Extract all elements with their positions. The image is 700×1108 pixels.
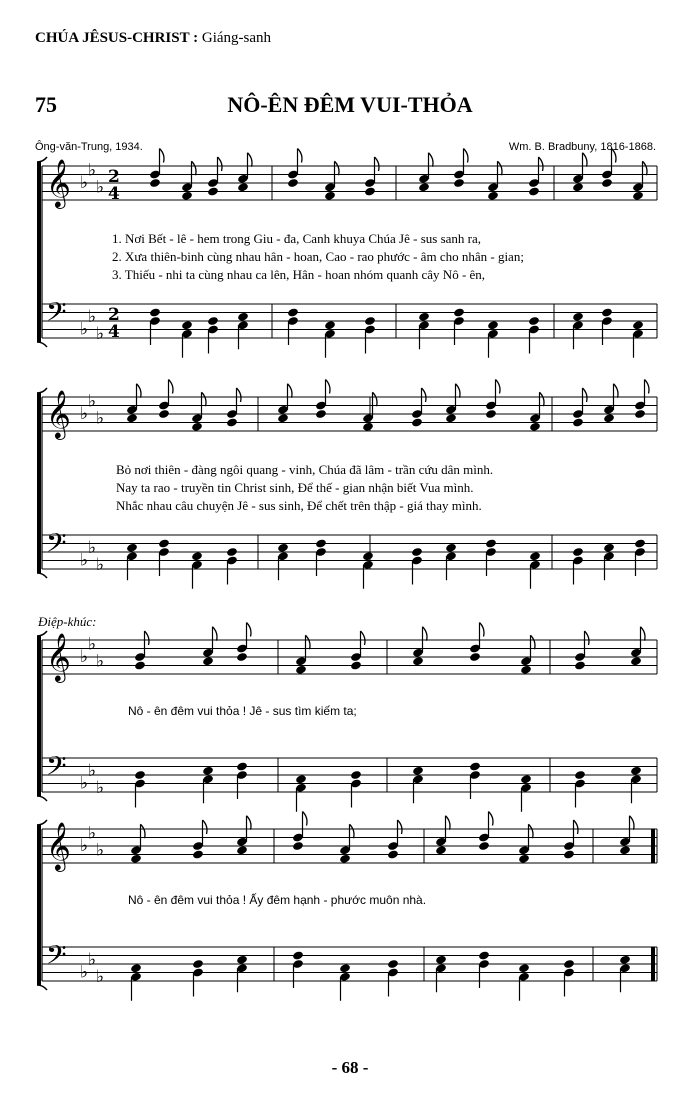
note-head	[619, 845, 631, 855]
note-head	[350, 770, 362, 780]
flat-sign: ♭	[80, 404, 89, 424]
note-flag	[585, 631, 590, 645]
flat-sign: ♭	[80, 550, 89, 571]
note-head	[277, 543, 289, 553]
note-head	[134, 770, 146, 780]
note-head	[192, 959, 204, 969]
note-flag	[335, 161, 340, 175]
note-head	[191, 422, 203, 432]
note-flag	[169, 380, 174, 394]
note-head	[277, 413, 289, 423]
note-flag	[398, 820, 403, 834]
note-flag	[375, 157, 380, 171]
note-head	[134, 660, 146, 670]
note-head	[529, 551, 541, 561]
lyricist-credit: Ông-văn-Trung, 1934.	[35, 141, 143, 153]
note-head	[315, 409, 327, 419]
flat-sign: ♭	[80, 773, 89, 794]
note-head	[236, 845, 248, 855]
refrain-lyric-2: Nô - ên đêm vui thỏa ! Ấy đêm hạnh - phước muôn nhà.	[128, 893, 427, 907]
note-head	[207, 316, 219, 326]
note-head	[435, 845, 447, 855]
note-head	[572, 547, 584, 557]
note-head	[181, 191, 193, 201]
hymn-title: NÔ-ÊN ĐÊM VUI-THỎA	[227, 92, 473, 117]
note-flag	[464, 149, 469, 163]
flat-sign: ♭	[96, 408, 105, 429]
bracket-hook-bottom	[37, 985, 47, 990]
flat-sign: ♭	[88, 634, 97, 655]
note-head	[191, 551, 203, 561]
note-head	[237, 312, 249, 322]
book-title: CHÚA JÊSUS-CHRIST :	[35, 30, 199, 46]
treble-clef: 𝄞	[46, 158, 71, 207]
note-head	[485, 538, 497, 548]
note-head	[485, 409, 497, 419]
note-flag	[630, 816, 635, 830]
treble-clef: 𝄞	[46, 821, 71, 870]
flat-sign: ♭	[96, 323, 105, 344]
note-head	[237, 182, 249, 192]
note-head	[634, 538, 646, 548]
note-head	[236, 761, 248, 771]
note-head	[574, 770, 586, 780]
note-head	[478, 841, 490, 851]
treble-clef: 𝄞	[46, 389, 71, 438]
note-head	[563, 849, 575, 859]
flat-sign: ♭	[88, 823, 97, 844]
note-flag	[247, 816, 252, 830]
note-head	[192, 849, 204, 859]
note-flag	[423, 627, 428, 641]
note-flag	[529, 824, 534, 838]
flat-sign: ♭	[88, 391, 97, 412]
note-head	[563, 959, 575, 969]
note-flag	[641, 627, 646, 641]
bracket-hook-bottom	[37, 573, 47, 578]
note-head	[362, 422, 374, 432]
note-head	[324, 191, 336, 201]
note-head	[126, 413, 138, 423]
note-head	[158, 538, 170, 548]
note-head	[324, 320, 336, 330]
verse-1-line-1: 1. Nơi Bết - lê - hem trong Giu - đa, Canh khuya Chúa Jê - sus sanh ra,	[112, 231, 481, 246]
note-head	[411, 417, 423, 427]
note-flag	[306, 635, 311, 649]
note-head	[469, 761, 481, 771]
note-head	[603, 543, 615, 553]
note-head	[387, 849, 399, 859]
note-flag	[361, 631, 366, 645]
time-sig-bottom: 4	[108, 322, 120, 342]
note-head	[418, 312, 430, 322]
bracket-hook-bottom	[37, 796, 47, 801]
note-head	[445, 413, 457, 423]
note-flag	[213, 627, 218, 641]
note-head	[601, 178, 613, 188]
note-head	[487, 320, 499, 330]
note-head	[435, 955, 447, 965]
note-head	[572, 417, 584, 427]
note-flag	[645, 380, 650, 394]
note-head	[469, 652, 481, 662]
bass-clef: 𝄢	[46, 939, 67, 977]
note-head	[518, 854, 530, 864]
note-head	[632, 320, 644, 330]
hymn-number: 75	[35, 92, 57, 117]
note-head	[572, 182, 584, 192]
note-flag	[350, 824, 355, 838]
note-head	[412, 656, 424, 666]
note-flag	[422, 388, 427, 402]
note-flag	[203, 820, 208, 834]
note-flag	[145, 631, 150, 645]
note-head	[350, 660, 362, 670]
note-head	[487, 191, 499, 201]
flat-sign: ♭	[96, 777, 105, 798]
note-head	[339, 963, 351, 973]
note-head	[149, 307, 161, 317]
note-head	[520, 665, 532, 675]
note-head	[478, 950, 490, 960]
note-head	[418, 182, 430, 192]
verse-2-line-2: Nay ta rao - truyền tin Christ sinh, Để thế - gian nhận biết Vua mình.	[116, 480, 474, 495]
note-head	[574, 660, 586, 670]
note-head	[364, 186, 376, 196]
note-head	[529, 422, 541, 432]
time-sig-top: 2	[108, 305, 120, 325]
note-head	[126, 543, 138, 553]
note-flag	[160, 149, 165, 163]
flat-sign: ♭	[96, 840, 105, 861]
verse-2-line-1: 2. Xưa thiên-binh cùng nhau hân - hoan, Cao - rao phước - âm cho nhân - gian;	[112, 249, 524, 264]
composer-credit: Wm. B. Bradbuny, 1816-1868.	[508, 141, 656, 153]
note-head	[619, 955, 631, 965]
flat-sign: ♭	[88, 537, 97, 558]
note-flag	[612, 149, 617, 163]
note-head	[295, 774, 307, 784]
note-flag	[298, 149, 303, 163]
note-flag	[614, 384, 619, 398]
note-head	[130, 963, 142, 973]
note-head	[387, 959, 399, 969]
note-flag	[531, 635, 536, 649]
note-head	[130, 854, 142, 864]
flat-sign: ♭	[96, 651, 105, 672]
note-head	[453, 307, 465, 317]
bass-clef: 𝄢	[46, 527, 67, 565]
note-head	[453, 178, 465, 188]
flat-sign: ♭	[88, 760, 97, 781]
note-head	[445, 543, 457, 553]
note-head	[181, 320, 193, 330]
note-head	[364, 316, 376, 326]
bass-clef: 𝄢	[46, 750, 67, 788]
note-head	[295, 665, 307, 675]
flat-sign: ♭	[96, 554, 105, 575]
verse-3-line-1: 3. Thiếu - nhi ta cùng nhau ca lên, Hân - hoan nhóm quanh cây Nô - ên,	[112, 267, 486, 282]
note-head	[603, 413, 615, 423]
note-flag	[192, 161, 197, 175]
note-flag	[248, 153, 253, 167]
flat-sign: ♭	[80, 173, 89, 193]
note-head	[292, 841, 304, 851]
verse-3-line-2: Nhắc nhau câu chuyện Jê - sus sinh, Để chết trên thập - giá thay mình.	[116, 498, 482, 513]
note-head	[634, 409, 646, 419]
note-head	[339, 854, 351, 864]
note-flag	[429, 153, 434, 167]
bracket-hook-bottom	[37, 342, 47, 347]
note-flag	[373, 392, 378, 406]
note-head	[315, 538, 327, 548]
note-flag	[643, 161, 648, 175]
note-head	[528, 186, 540, 196]
flat-sign: ♭	[88, 160, 97, 181]
flat-sign: ♭	[80, 962, 89, 983]
refrain-label: Điệp-khúc:	[38, 614, 97, 629]
note-head	[630, 656, 642, 666]
treble-clef: 𝄞	[46, 632, 71, 681]
note-head	[632, 191, 644, 201]
flat-sign: ♭	[80, 319, 89, 340]
flat-sign: ♭	[80, 647, 89, 667]
note-head	[287, 307, 299, 317]
note-flag	[583, 388, 588, 402]
note-flag	[137, 384, 142, 398]
note-head	[572, 312, 584, 322]
note-flag	[583, 153, 588, 167]
note-head	[520, 774, 532, 784]
note-head	[202, 766, 214, 776]
note-flag	[237, 388, 242, 402]
note-flag	[456, 384, 461, 398]
note-flag	[303, 812, 308, 826]
flat-sign: ♭	[96, 966, 105, 987]
note-flag	[446, 816, 451, 830]
note-flag	[496, 380, 501, 394]
note-flag	[202, 392, 207, 406]
note-flag	[480, 623, 485, 637]
note-head	[292, 950, 304, 960]
note-head	[287, 178, 299, 188]
note-head	[236, 652, 248, 662]
note-head	[149, 178, 161, 188]
note-head	[236, 955, 248, 965]
time-sig-bottom: 4	[108, 184, 120, 204]
note-head	[158, 409, 170, 419]
page-number: - 68 -	[331, 1058, 369, 1077]
note-flag	[539, 157, 544, 171]
note-flag	[574, 820, 579, 834]
refrain-lyric-1: Nô - ên đêm vui thỏa ! Jê - sus tìm kiếm ta;	[128, 704, 357, 718]
section-name: Giáng-sanh	[201, 30, 272, 46]
note-flag	[141, 824, 146, 838]
note-head	[226, 417, 238, 427]
flat-sign: ♭	[96, 177, 105, 198]
flat-sign: ♭	[88, 306, 97, 327]
note-head	[207, 186, 219, 196]
note-flag	[247, 623, 252, 637]
note-head	[601, 307, 613, 317]
note-flag	[326, 380, 331, 394]
flat-sign: ♭	[88, 949, 97, 970]
note-flag	[489, 812, 494, 826]
note-head	[202, 656, 214, 666]
verse-1-line-2: Bỏ nơi thiên - đàng ngôi quang - vinh, Chúa đã lâm - trần cứu dân mình.	[116, 462, 494, 477]
bass-clef: 𝄢	[46, 296, 67, 334]
note-head	[411, 547, 423, 557]
flat-sign: ♭	[80, 836, 89, 856]
note-head	[630, 766, 642, 776]
note-flag	[288, 384, 293, 398]
time-sig-top: 2	[108, 167, 120, 187]
note-head	[528, 316, 540, 326]
note-head	[226, 547, 238, 557]
note-head	[518, 963, 530, 973]
note-head	[362, 551, 374, 561]
note-flag	[498, 161, 503, 175]
note-head	[412, 766, 424, 776]
note-flag	[540, 392, 545, 406]
note-flag	[218, 157, 223, 171]
